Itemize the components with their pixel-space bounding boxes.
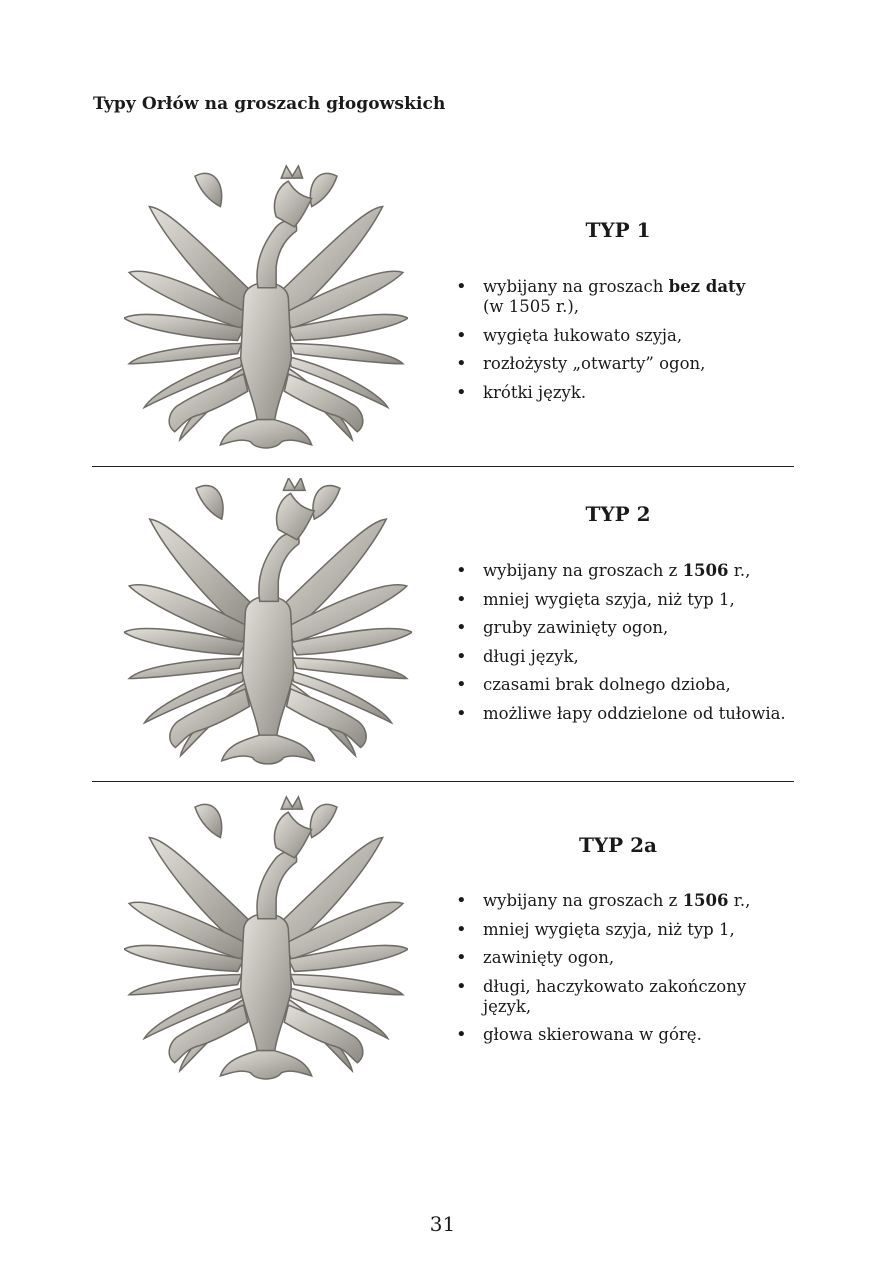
section-divider bbox=[92, 781, 794, 782]
type-1-feature-item: • wygięta łukowato szyja, bbox=[456, 326, 786, 346]
type-2a-feature-item: • mniej wygięta szyja, niż typ 1, bbox=[456, 920, 786, 940]
type-2-feature-item: • możliwe łapy oddzielone od tułowia. bbox=[456, 704, 791, 724]
type-2a-feature-item: • zawinięty ogon, bbox=[456, 948, 786, 968]
page-number: 31 bbox=[429, 1212, 456, 1236]
page-heading: Typy Orłów na groszach głogowskich bbox=[93, 94, 446, 114]
eagle-type-2a-image bbox=[124, 794, 408, 1086]
type-1-title: TYP 1 bbox=[585, 218, 651, 242]
type-2-feature-item: • długi język, bbox=[456, 647, 791, 667]
type-2a-feature-list bbox=[456, 891, 786, 1054]
type-2a-feature-item: • długi, haczykowato zakończony język, bbox=[456, 977, 786, 1017]
type-2-feature-item: • wybijany na groszach z 1506 r., bbox=[456, 561, 791, 581]
type-2a-title: TYP 2a bbox=[578, 833, 658, 857]
section-divider bbox=[92, 466, 794, 467]
type-1-feature-item: • krótki język. bbox=[456, 383, 786, 403]
type-2a-feature-item: • głowa skierowana w górę. bbox=[456, 1025, 786, 1045]
eagle-type-2-image bbox=[124, 478, 412, 768]
eagle-type-1-image bbox=[124, 163, 408, 455]
type-1-feature-item: • rozłożysty „otwarty” ogon, bbox=[456, 354, 786, 374]
type-2-feature-item: • gruby zawinięty ogon, bbox=[456, 618, 791, 638]
type-1-feature-item: • wybijany na groszach bez daty (w 1505 r.), bbox=[456, 277, 786, 317]
type-2-title: TYP 2 bbox=[585, 502, 651, 526]
type-2a-feature-item: • wybijany na groszach z 1506 r., bbox=[456, 891, 786, 911]
type-2-feature-item: • czasami brak dolnego dzioba, bbox=[456, 675, 791, 695]
type-2-feature-item: • mniej wygięta szyja, niż typ 1, bbox=[456, 590, 791, 610]
type-2-feature-list bbox=[456, 561, 791, 732]
type-1-feature-list bbox=[456, 277, 786, 411]
